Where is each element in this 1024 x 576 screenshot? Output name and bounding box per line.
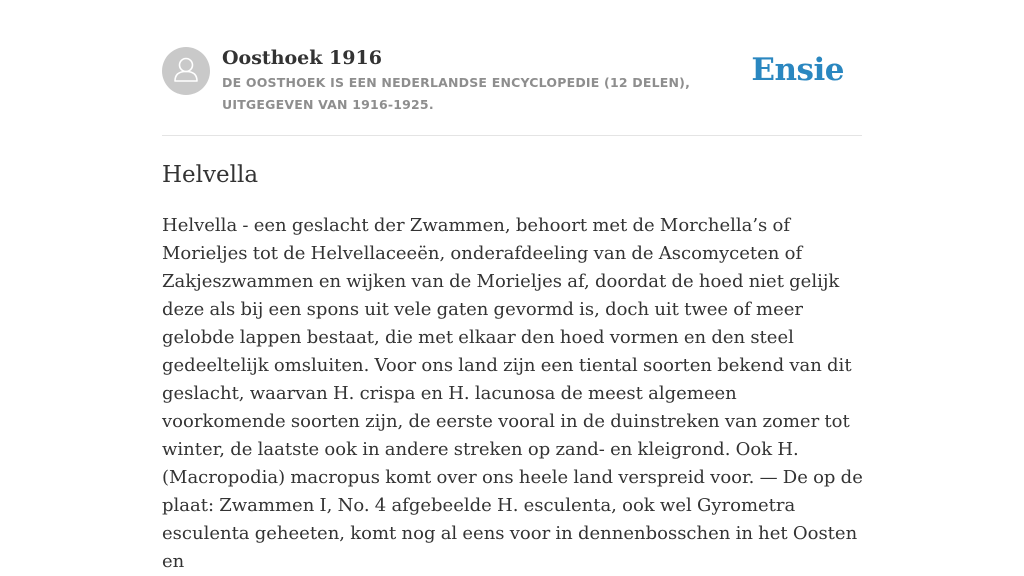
entry-body: Helvella - een geslacht der Zwammen, behoort met de Morchella’s of Morieljes tot de Helvellaceeën, onderafdeeling van de Ascomyceten of Zakjeszwammen en wijken van de Morieljes af, doordat de hoed niet gelijk deze als bij een spons uit vele gaten gevormd is, doch uit twee of meer gelobde lappen bestaat, die met elkaar den hoed vormen en den steel gedeeltelijk omsluiten. Voor ons land zijn een tiental soorten bekend van dit geslacht, waarvan H. crispa en H. lacunosa de meest algemeen voorkomende soorten zijn, de eerste vooral in de duinstreken van zomer tot winter, de laatste ook in andere streken op zand- en kleigrond. Ook H. (Macropodia) macropus komt over ons heele land verspreid voor. — De op de plaat: Zwammen I, No. 4 afgebeelde H. esculenta, ook wel Gyrometra esculenta geheeten, komt nog al eens voor in dennenbosschen in het Oosten en xyxy=(162,215,863,572)
entry-title: Helvella xyxy=(162,162,259,188)
user-icon xyxy=(162,47,210,95)
source-avatar[interactable] xyxy=(162,47,210,95)
source-title[interactable]: Oosthoek 1916 xyxy=(222,47,382,69)
source-header xyxy=(162,46,862,116)
source-description: DE OOSTHOEK IS EEN NEDERLANDSE ENCYCLOPEDIE (12 DELEN), UITGEGEVEN VAN 1916-1925. xyxy=(222,75,691,112)
brand-logo[interactable]: Ensie xyxy=(751,52,844,88)
header-divider xyxy=(162,135,862,136)
